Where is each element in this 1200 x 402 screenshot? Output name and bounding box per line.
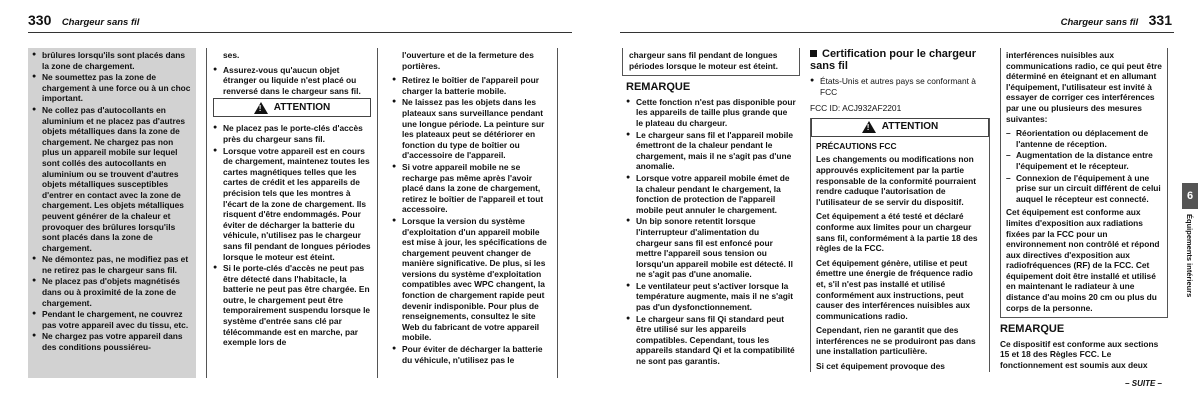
dash-item: – Réorientation ou déplacement de l'antenne de réception. (1006, 128, 1162, 149)
list-item: ● Ne chargez pas votre appareil dans des conditions poussiéreu- (32, 331, 192, 352)
attention-box (811, 118, 989, 137)
dash-item: – Augmentation de la distance entre l'équipement et le récepteur. (1006, 150, 1162, 171)
list-item: ● Cette fonction n'est pas disponible pour les appareils de taille plus grande que le plateau du chargeur. (626, 97, 796, 129)
list-item: ● Ne collez pas d'autocollants en aluminium et ne placez pas d'autres objets métalliques dans la zone de chargement. Ne chargez pas non plus un appareil mobile sur lequel sont collés des autocollants en aluminium ou se trouvent d'autres objets métalliques susceptibles d'entrer en contact avec la zone de chargement. Les objets métalliques peuvent générer de la chaleur et provoquer des brûlures lorsqu'ils sont placés dans la zone de chargement. (32, 105, 192, 253)
list-item: ● Lorsque la version du système d'exploitation d'un appareil mobile est mise à jour, les spécifications de chargement peuvent changer de manière significative. De plus, si les versions du système d'exploitation compatibles avec WPC changent, la fonction de chargement rapide peut devenir indisponible. Pour plus de renseignements, consultez le site Web du fabricant de votre appareil mobile. (392, 216, 551, 343)
list-item: ● Le chargeur sans fil Qi standard peut être utilisé sur les appareils compatibles. Cependant, tous les appareils standard Qi et la compatibilité ne sont pas garantis. (626, 314, 796, 367)
remark-heading: REMARQUE (626, 81, 691, 94)
fcc-precautions-heading: PRÉCAUTIONS FCC (816, 140, 897, 151)
interference-column (1000, 48, 1168, 378)
list-item: ● Assurez-vous qu'aucun objet étranger ou liquide n'est placé ou renversé dans le chargeur sans fil. (213, 65, 371, 97)
section-title: Chargeur sans fil (1060, 17, 1139, 28)
list-item: ● Le chargeur sans fil et l'appareil mobile émettront de la chaleur pendant le chargement, mais il ne s'agit pas d'une anomalie. (626, 130, 796, 172)
paragraph: Cet équipement a été testé et déclaré conforme aux limites pour un chargeur sans fil, conformément à la partie 18 des règles de la FCC. (816, 211, 978, 254)
page-number: 331 (1148, 12, 1172, 28)
chapter-title: Équipements intérieurs (1185, 214, 1194, 298)
page-number: 330 (28, 12, 52, 28)
caution-column-3 (388, 48, 558, 378)
paragraph: interférences nuisibles aux communications radio, ce qui peut être déterminé en éteignant et en allumant l'équipement, l'utilisateur est invité à essayer de corriger ces interférences par une ou plusieurs des mesures suivantes: (1006, 50, 1162, 124)
caution-column-1 (28, 48, 196, 378)
warning-icon: ! (254, 102, 268, 114)
continued-text: ses. (223, 50, 240, 60)
list-item: ● Si votre appareil mobile ne se recharge pas même après l'avoir placé dans la zone de chargement, retirez le boîtier de l'appareil et tout accessoire. (392, 162, 551, 215)
list-item: ● Ne soumettez pas la zone de chargement à une force ou à un choc important. (32, 72, 192, 104)
list-item: ● Si le porte-clés d'accès ne peut pas être détecté dans l'habitacle, la batterie ne peut pas être chargée. En outre, le chargement peut être temporairement suspendu lorsque le système d'entrée sans clé par télécommande est en marche, par exemple lors de (213, 263, 371, 348)
section-title: Chargeur sans fil (61, 17, 140, 28)
paragraph: Cet équipement génère, utilise et peut émettre une énergie de fréquence radio et, s'il n'est pas installé et utilisé conformément aux instructions, peut causer des interférences nuisibles aux communications radio. (816, 257, 973, 321)
continued-text: l'ouverture et de la fermeture des portières. (402, 50, 534, 71)
continued-caution-box (1000, 48, 1168, 318)
dash-item: – Connexion de l'équipement à une prise sur un circuit différent de celui auquel le récepteur est connecté. (1006, 173, 1162, 205)
paragraph: Les changements ou modifications non approuvés explicitement par la partie responsable de la conformité pourraient rendre caduque l'autorisation de l'utilisateur de se servir du dispositif. (816, 154, 977, 207)
left-header (28, 12, 139, 30)
list-item: ● Pendant le chargement, ne couvrez pas votre appareil avec du tissu, etc. (32, 309, 192, 330)
list-item: ● brûlures lorsqu'ils sont placés dans la zone de chargement. (32, 50, 192, 71)
list-item: ● Lorsque votre appareil est en cours de chargement, maintenez toutes les cartes magnétiques telles que les cartes de crédit et les appareils de précision tels que les montres à l'écart de la zone de chargement. Ils risquent d'être endommagés. Pour éviter de décharger la batterie du véhicule, n'utilisez pas le chargeur sans fil pendant de longues périodes lorsque le moteur est éteint. (213, 146, 371, 263)
attention-section (810, 118, 990, 372)
remark-column-1 (622, 48, 800, 378)
list-item: ● Pour éviter de décharger la batterie du véhicule, n'utilisez pas le (392, 344, 551, 365)
list-item: ● Lorsque votre appareil mobile émet de la chaleur pendant le chargement, la fonction de protection de l'appareil mobile peut annuler le chargement. (626, 173, 796, 215)
list-item: ● Ne placez pas d'objets magnétisés dans ou à proximité de la zone de chargement. (32, 276, 192, 308)
attention-box (213, 98, 371, 117)
paragraph: Cet équipement est conforme aux limites d'exposition aux radiations fixées par la FCC pour un environnement non contrôlé et répond aux directives d'exposition aux radiofréquences (RF) de la FCC. Cet équipement doit être installé et utilisé en maintenant le radiateur à une distance d'au moins 20 cm ou plus du corps de la personne. (1006, 207, 1160, 313)
list-item: ● Ne laissez pas les objets dans les plateaux sans surveillance pendant une longue période. La peinture sur les plateaux peut se détériorer en fonction du type de boîtier ou d'accessoire de l'appareil. (392, 97, 551, 161)
list-item: ● Ne placez pas le porte-clés d'accès près du chargeur sans fil. (213, 123, 371, 144)
continued-caution-box (622, 48, 800, 76)
continued-marker: – SUITE – (1125, 379, 1162, 388)
header-rule (620, 32, 1174, 33)
attention-label: ATTENTION (273, 101, 331, 113)
certification-column (810, 48, 990, 378)
header-rule (28, 32, 572, 33)
right-header (1061, 12, 1172, 30)
chapter-tab: 6 (1182, 183, 1198, 209)
caution-column-2 (206, 48, 378, 378)
list-item: ● Un bip sonore retentit lorsque l'interrupteur d'alimentation du chargeur sans fil est enfoncé pour mettre l'appareil sous tension ou lorsqu'un appareil mobile est détecté. Il ne s'agit pas d'une anomalie. (626, 216, 796, 280)
paragraph: Cependant, rien ne garantit que des interférences ne se produiront pas dans une installation particulière. (816, 325, 976, 357)
warning-icon: ! (862, 121, 876, 133)
remark-heading: REMARQUE (1000, 323, 1065, 336)
attention-label: ATTENTION (881, 120, 939, 132)
right-page (600, 0, 1200, 402)
list-item: ● États-Unis et autres pays se conformant à FCC (810, 76, 990, 97)
paragraph: Si cet équipement provoque des (816, 361, 945, 372)
list-item: ● Ne démontez pas, ne modifiez pas et ne retirez pas le chargeur sans fil. (32, 254, 192, 275)
square-bullet-icon (810, 50, 817, 57)
list-item: ● Retirez le boîtier de l'appareil pour charger la batterie mobile. (392, 75, 551, 96)
paragraph: Ce dispositif est conforme aux sections 15 et 18 des Règles FCC. Le fonctionnement est soumis aux deux (1000, 338, 1159, 371)
certification-heading: Certification pour le chargeur sans fil (810, 48, 977, 72)
list-item: ● Le ventilateur peut s'activer lorsque la température augmente, mais il ne s'agit pas d'un dysfonctionnement. (626, 281, 796, 313)
fcc-id: FCC ID: ACJ932AF2201 (810, 103, 902, 114)
continued-text: chargeur sans fil pendant de longues périodes lorsque le moteur est éteint. (629, 50, 778, 71)
